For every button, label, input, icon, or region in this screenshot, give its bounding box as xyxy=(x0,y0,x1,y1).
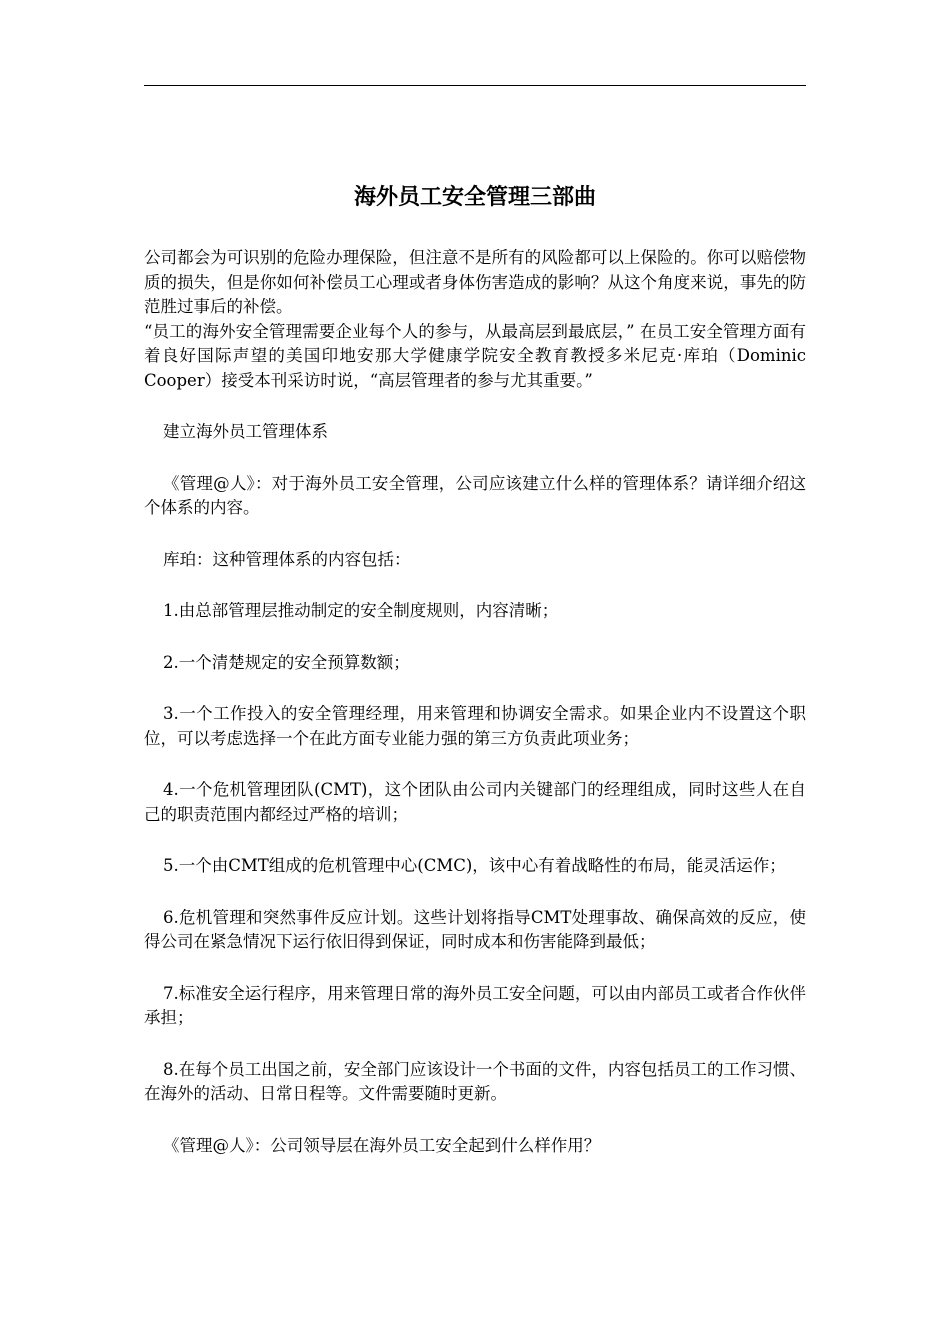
interview-answer-intro: 库珀：这种管理体系的内容包括： xyxy=(163,549,411,569)
list-item-1: 1.由总部管理层推动制定的安全制度规则，内容清晰； xyxy=(163,601,559,620)
quote-paragraph: “员工的海外安全管理需要企业每个人的参与，从最高层到最底层，” 在员工安全管理方面有着良好国际声望的美国印地安那大学健康学院安全教育教授多米尼克·库珀（Dominic Cooper）接受本刊采访时说，“高层管理者的参与尤其重要。” xyxy=(144,321,806,390)
document-title: 海外员工安全管理三部曲 xyxy=(353,184,596,210)
list-item-2: 2.一个清楚规定的安全预算数额； xyxy=(163,652,410,672)
list-item-3: 3.一个工作投入的安全管理经理，用来管理和协调安全需求。如果企业内不设置这个职位，可以考虑选择一个在此方面专业能力强的第三方负责此项业务； xyxy=(144,704,806,748)
list-item-5: 5.一个由CMT组成的危机管理中心(CMC)，该中心有着战略性的布局，能灵活运作； xyxy=(163,856,786,875)
document-body xyxy=(144,246,806,1158)
section-heading: 建立海外员工管理体系 xyxy=(163,422,328,441)
list-item-7: 7.标准安全运行程序，用来管理日常的海外员工安全问题，可以由内部员工或者合作伙伴承担； xyxy=(144,983,806,1027)
list-item-4: 4.一个危机管理团队(CMT)，这个团队由公司内关键部门的经理组成，同时这些人在自己的职责范围内都经过严格的培训； xyxy=(144,780,806,824)
interview-question: 《管理@人》：对于海外员工安全管理，公司应该建立什么样的管理体系？请详细介绍这个体系的内容。 xyxy=(144,473,806,517)
interview-question-2: 《管理@人》：公司领导层在海外员工安全起到什么样作用？ xyxy=(163,1135,601,1155)
list-item-8: 8.在每个员工出国之前，安全部门应该设计一个书面的文件，内容包括员工的工作习惯、在海外的活动、日常日程等。文件需要随时更新。 xyxy=(144,1059,806,1103)
intro-paragraph: 公司都会为可识别的危险办理保险，但注意不是所有的风险都可以上保险的。你可以赔偿物质的损失，但是你如何补偿员工心理或者身体伤害造成的影响？从这个角度来说，事先的防范胜过事后的补偿。 xyxy=(144,248,806,316)
header-rule xyxy=(144,85,806,86)
list-item-6: 6.危机管理和突然事件反应计划。这些计划将指导CMT处理事故、确保高效的反应，使得公司在紧急情况下运行依旧得到保证，同时成本和伤害能降到最低； xyxy=(144,907,806,951)
